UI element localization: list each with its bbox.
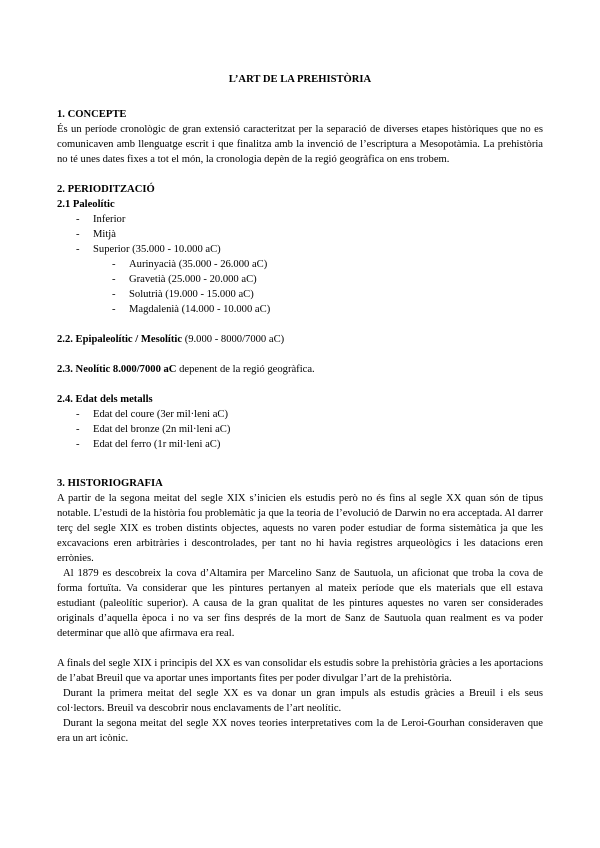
epipaleolitic-label: 2.2. Epipaleolític / Mesolític [57,334,183,345]
historiografia-paragraph-4: Durant la primera meitat del segle XX es va donar un gran impuls als estudis gràcies a Breuil i els seus col·lectors. Breuil va descobrir nous enclavaments de l’art neolític. [57,688,543,714]
subheading-metalls: 2.4. Edat dels metalls [57,394,153,405]
neolitic-line [57,362,543,377]
sublist-item: - Gravetià (25.000 - 20.000 aC) [57,272,543,287]
section-heading-concepte: 1. CONCEPTE [57,109,127,120]
epipaleolitic-dates: (9.000 - 8000/7000 aC) [182,334,285,345]
sublist-item: - Aurinyacià (35.000 - 26.000 aC) [57,257,543,272]
subheading-paleolitic: 2.1 Paleolític [57,199,115,210]
list-item: - Superior (35.000 - 10.000 aC) [57,242,543,257]
historiografia-paragraph-5: Durant la segona meitat del segle XX noves teories interpretatives com la de Leroi-Gourhan consideraven que era un art icònic. [57,718,543,744]
section-heading-historiografia: 3. HISTORIOGRAFIA [57,478,163,489]
epipaleolitic-line [57,332,543,347]
historiografia-paragraph-2: Al 1879 es descobreix la cova d’Altamira per Marcelino Sanz de Sautuola, un aficionat que troba la cova de forma fortuïta. Va considerar que les pintures pertanyen al mateix període que els materials que ell estava estudiant (paleolític superior). A causa de la gran qualitat de les pintures aquestes no varen ser considerades originals d’aquella època i no va ser fins després de la mort de Sanz de Sautuola quan realment es va poder determinar que allò que afirmava era real. [57,568,543,639]
neolitic-label: 2.3. Neolític 8.000/7000 aC [57,364,177,375]
page-title: L’ART DE LA PREHISTÒRIA [228,74,372,85]
list-item: - Mitjà [57,227,543,242]
list-item: - Edat del bronze (2n mil·leni aC) [57,422,543,437]
list-item: - Edat del coure (3er mil·leni aC) [57,407,543,422]
historiografia-paragraph-1: A partir de la segona meitat del segle XIX s’inicien els estudis però no és fins al segle XX quan són de tipus notable. L’estudi de la història fou problemàtic ja que la teoria de l’evolució de Darwin no era acceptada. Al darrer terç del segle XIX es troben distints objectes, aquests no varen poder estudiar de forma sistemàtica ja que les excavacions eren arbitràries i descontrolades, per tant no hi havia registres arqueològics i les datacions eren errònies. [57,493,543,564]
section-heading-periodització: 2. PERIODITZACIÓ [57,184,155,195]
list-item: - Edat del ferro (1r mil·leni aC) [57,437,543,452]
document-body [57,72,543,746]
concepte-paragraph: És un període cronològic de gran extensió caracteritzat per la separació de diverses etapes històriques que no es comunicaven amb llenguatge escrit i que finalitza amb la invenció de l’escriptura a Mesopotàmia. La prehistòria no té unes dates fixes a tot el món, la cronologia depèn de la regió geogràfica on ens trobem. [57,124,543,165]
sublist-item: - Magdalenià (14.000 - 10.000 aC) [57,302,543,317]
neolitic-rest: depenent de la regió geogràfica. [176,364,315,375]
historiografia-paragraph-3: A finals del segle XIX i principis del XX es van consolidar els estudis sobre la prehistòria gràcies a les aportacions de l’abat Breuil que va aportar unes importants fites per poder divulgar l’art de la prehistòria. [57,658,544,684]
list-item: - Inferior [57,212,543,227]
paleolitic-superior-sublist [57,257,543,317]
paleolitic-list [57,212,543,257]
metalls-list [57,407,543,452]
sublist-item: - Solutrià (19.000 - 15.000 aC) [57,287,543,302]
